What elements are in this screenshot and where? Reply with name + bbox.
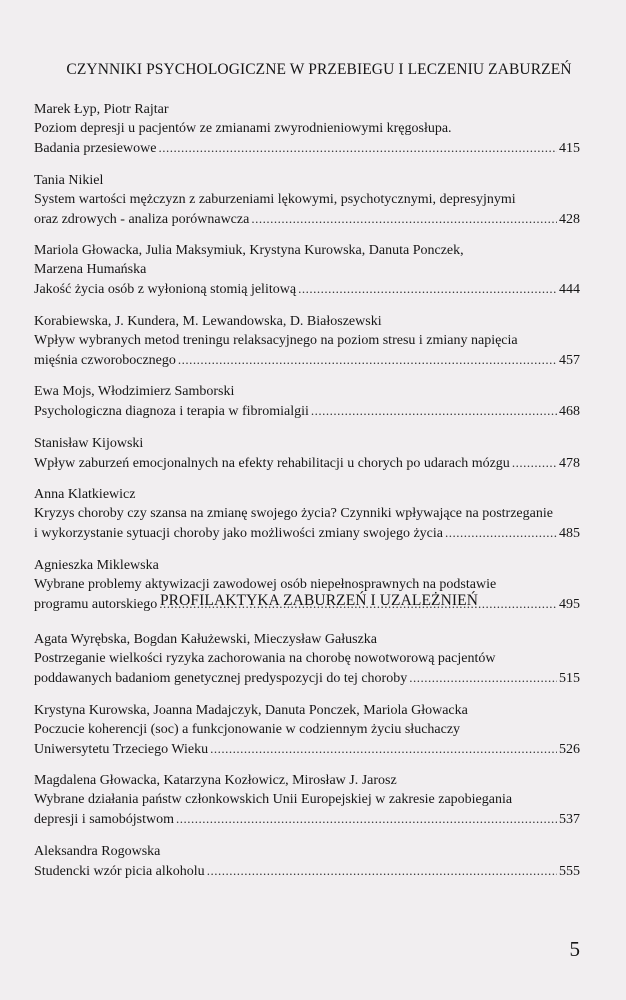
entry-authors: Krystyna Kurowska, Joanna Madajczyk, Danuta Ponczek, Mariola Głowacka: [34, 702, 468, 718]
dot-leader: [298, 279, 557, 298]
entry-title: programu autorskiego: [34, 596, 158, 612]
entry-title-row: [34, 350, 580, 370]
entry-title-row: [34, 279, 580, 299]
entry-title: Uniwersytetu Trzeciego Wieku: [34, 741, 209, 757]
toc-entry: [34, 382, 580, 421]
toc-entry: [34, 771, 580, 829]
entry-authors: Mariola Głowacka, Julia Maksymiuk, Krystyna Kurowska, Danuta Ponczek,: [34, 243, 464, 258]
entry-title: Wybrane działania państw członkowskich Unii Europejskiej w zakresie zapobiegania: [34, 792, 513, 807]
entry-title: i wykorzystanie sytuacji choroby jako możliwości zmiany swojego życia: [34, 526, 444, 541]
dot-leader: [178, 350, 557, 369]
entry-title: poddawanych badaniom genetycznej predyspozycji do tej choroby: [34, 671, 408, 686]
entry-title: Studencki wzór picia alkoholu: [34, 863, 205, 879]
entry-page-number: 495: [559, 596, 580, 612]
entry-title: Postrzeganie wielkości ryzyka zachorowania na chorobę nowotworową pacjentów: [34, 651, 496, 666]
entry-page-number: 444: [559, 282, 580, 297]
entry-page-number: 537: [559, 812, 580, 827]
dot-leader: [207, 861, 557, 880]
entry-title: oraz zdrowych - analiza porównawcza: [34, 211, 250, 227]
dot-leader: [158, 138, 557, 157]
entry-title-row: [34, 861, 580, 881]
toc-entry: [34, 312, 580, 370]
entry-page-number: 555: [559, 863, 580, 879]
entry-title: Wybrane problemy aktywizacji zawodowej osób niepełnosprawnych na podstawie: [34, 576, 497, 592]
entry-page-number: 457: [559, 352, 580, 368]
entry-title: depresji i samobójstwom: [34, 812, 174, 827]
dot-leader: [512, 453, 557, 472]
entry-page-number: 526: [559, 741, 580, 757]
toc-entry: [34, 100, 580, 158]
toc-entry: [34, 171, 580, 229]
entry-page-number: 478: [559, 455, 580, 471]
entry-authors: Agata Wyrębska, Bogdan Kałużewski, Mieczysław Gałuszka: [34, 632, 377, 647]
entry-title-row: [34, 138, 580, 158]
entry-authors: Marek Łyp, Piotr Rajtar: [34, 102, 169, 117]
entry-title-row: [34, 809, 580, 829]
dot-leader: [311, 401, 557, 420]
entry-title: Poczucie koherencji (soc) a funkcjonowanie w codziennym życiu słuchaczy: [34, 721, 461, 737]
entry-authors: Magdalena Głowacka, Katarzyna Kozłowicz, Mirosław J. Jarosz: [34, 773, 397, 788]
toc-section-2: [34, 630, 580, 893]
toc-entry: [34, 241, 580, 299]
dot-leader: [445, 523, 557, 542]
entry-authors: Stanisław Kijowski: [34, 435, 144, 451]
entry-page-number: 428: [559, 211, 580, 227]
dot-leader: [176, 809, 557, 828]
entry-authors: Tania Nikiel: [34, 172, 104, 188]
entry-authors: Ewa Mojs, Włodzimierz Samborski: [34, 384, 235, 399]
entry-title-row: [34, 523, 580, 543]
toc-entry: [34, 701, 580, 759]
section-heading: CZYNNIKI PSYCHOLOGICZNE W PRZEBIEGU I LECZENIU ZABURZEŃ: [66, 61, 572, 78]
entry-title: Poziom depresji u pacjentów ze zmianami zwyrodnieniowymi kręgosłupa.: [34, 121, 452, 136]
toc-section-1: [34, 100, 580, 626]
entry-authors: Aleksandra Rogowska: [34, 843, 161, 859]
entry-authors: Agnieszka Miklewska: [34, 557, 159, 573]
entry-page-number: 468: [559, 404, 580, 419]
entry-authors: Korabiewska, J. Kundera, M. Lewandowska, D. Białoszewski: [34, 313, 382, 329]
entry-title-row: [34, 401, 580, 421]
entry-title-row: [34, 209, 580, 229]
entry-title: mięśnia czworobocznego: [34, 352, 176, 368]
entry-title-row: [34, 668, 580, 688]
section-heading: PROFILAKTYKA ZABURZEŃ I UZALEŻNIEŃ: [159, 592, 479, 609]
toc-entry: [34, 630, 580, 688]
entry-title: Wpływ wybranych metod treningu relaksacyjnego na poziom stresu i zmiany napięcia: [34, 332, 518, 348]
entry-title-row: [34, 453, 580, 473]
toc-entry: [34, 485, 580, 543]
dot-leader: [210, 739, 557, 758]
entry-title-row: [34, 739, 580, 759]
page-number: 5: [569, 937, 580, 961]
entry-authors: Anna Klatkiewicz: [34, 487, 136, 502]
entry-title: Jakość życia osób z wyłonioną stomią jelitową: [34, 282, 297, 297]
entry-title: Psychologiczna diagnoza i terapia w fibromialgii: [34, 404, 309, 419]
entry-title: System wartości mężczyzn z zaburzeniami lękowymi, psychotycznymi, depresyjnymi: [34, 191, 516, 207]
entry-page-number: 415: [559, 141, 580, 156]
toc-entry: [34, 842, 580, 881]
entry-page-number: 485: [559, 526, 580, 541]
dot-leader: [409, 668, 557, 687]
entry-title: Kryzys choroby czy szansa na zmianę swojego życia? Czynniki wpływające na postrzeganie: [34, 506, 553, 521]
entry-authors: Marzena Humańska: [34, 262, 147, 277]
toc-entry: [34, 434, 580, 473]
dot-leader: [251, 209, 557, 228]
entry-title: Badania przesiewowe: [34, 141, 157, 156]
entry-page-number: 515: [559, 671, 580, 686]
entry-title: Wpływ zaburzeń emocjonalnych na efekty rehabilitacji u chorych po udarach mózgu: [34, 455, 510, 471]
